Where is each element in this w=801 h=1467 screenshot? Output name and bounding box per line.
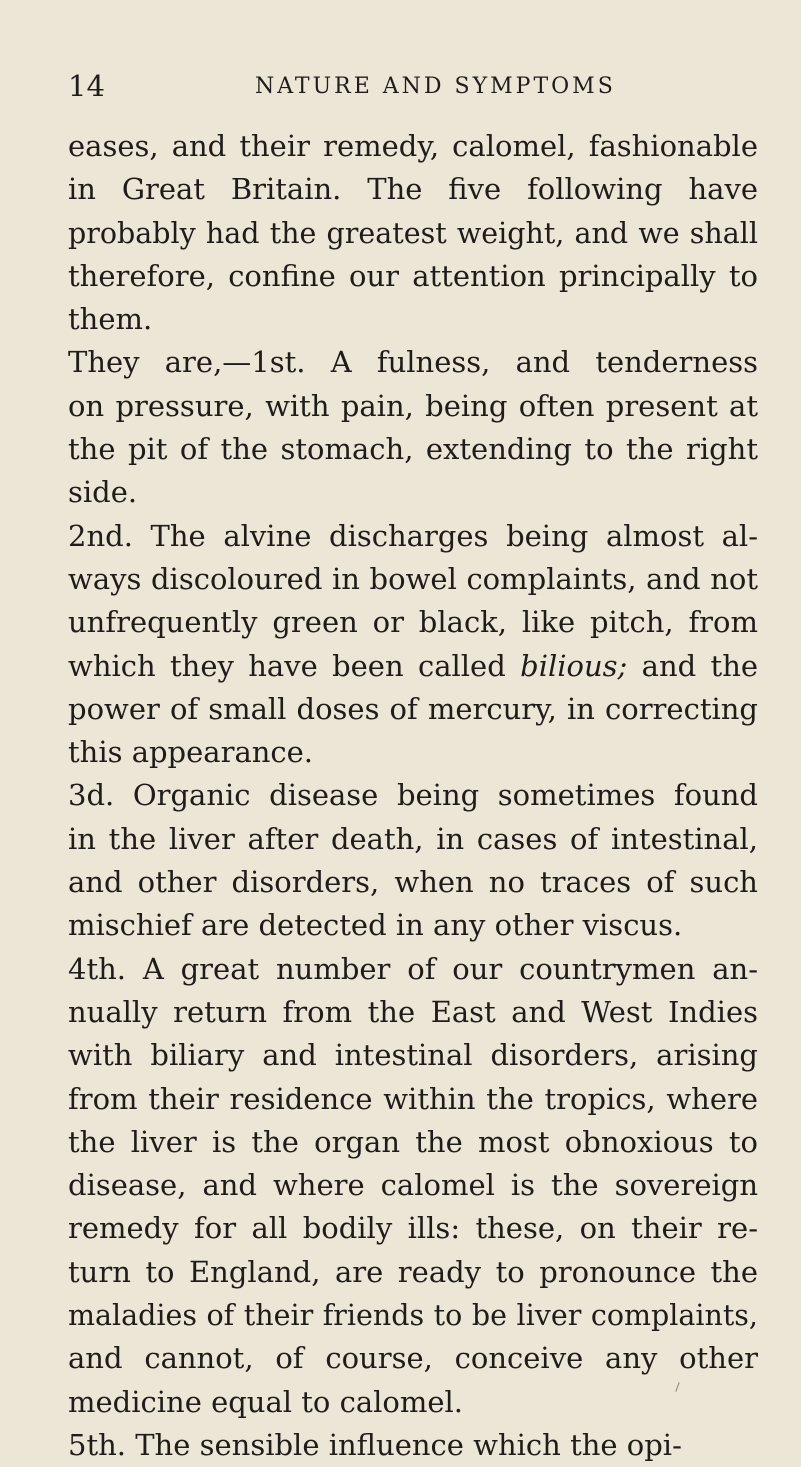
text-line: remedy for all bodily ills: these, on their re- xyxy=(68,1211,758,1246)
body-text xyxy=(68,125,758,1467)
text-line: unfrequently green or black, like pitch, from xyxy=(68,605,758,640)
text-line: from their residence within the tropics, where xyxy=(68,1081,758,1116)
text-line: on pressure, with pain, being often present at xyxy=(68,388,758,423)
running-title: NATURE AND SYMPTOMS xyxy=(255,74,616,99)
text-line: maladies of their friends to be liver complaints, xyxy=(68,1299,758,1333)
text-line: probably had the greatest weight, and we shall xyxy=(68,216,758,250)
text-line: this appearance. xyxy=(68,735,314,770)
text-line: 3d. Organic disease being sometimes found xyxy=(68,778,758,813)
text-line: in the liver after death, in cases of intestinal, xyxy=(68,821,758,856)
text-line: nually return from the East and West Indies xyxy=(68,994,758,1029)
text-line: mischief are detected in any other viscus. xyxy=(68,908,683,943)
page-number: 14 xyxy=(68,69,105,103)
text-line: They are,—1st. A fulness, and tenderness xyxy=(68,345,758,380)
text-line: turn to England, are ready to pronounce the xyxy=(68,1254,758,1289)
text-line: 4th. A great number of our countrymen an- xyxy=(68,951,758,986)
text-segment: which they have been called xyxy=(68,648,506,683)
text-line: 5th. The sensible influence which the opi- xyxy=(68,1427,682,1462)
text-line: the liver is the organ the most obnoxious to xyxy=(68,1124,758,1159)
text-line: medicine equal to calomel. xyxy=(68,1384,464,1419)
text-segment: and the xyxy=(641,648,759,683)
text-line-mixed xyxy=(68,645,758,688)
text-line: disease, and where calomel is the sovereign xyxy=(68,1168,758,1203)
text-line: and other disorders, when no traces of such xyxy=(68,865,758,900)
text-line: and cannot, of course, conceive any other xyxy=(68,1341,758,1376)
italic-term: bilious; xyxy=(520,648,628,683)
text-line: in Great Britain. The five following have xyxy=(68,172,758,207)
text-line: the pit of the stomach, extending to the right xyxy=(68,432,758,467)
text-line: ways discoloured in bowel complaints, and not xyxy=(68,561,758,596)
text-line: side. xyxy=(68,475,138,510)
text-line: eases, and their remedy, calomel, fashionable xyxy=(68,129,758,163)
text-line: power of small doses of mercury, in correcting xyxy=(68,691,758,726)
text-line: therefore, confine our attention principally to xyxy=(68,258,758,293)
page-header xyxy=(0,70,801,110)
text-line: with biliary and intestinal disorders, arising xyxy=(68,1038,758,1073)
text-line: 2nd. The alvine discharges being almost al- xyxy=(68,518,758,553)
text-line: them. xyxy=(68,302,153,337)
